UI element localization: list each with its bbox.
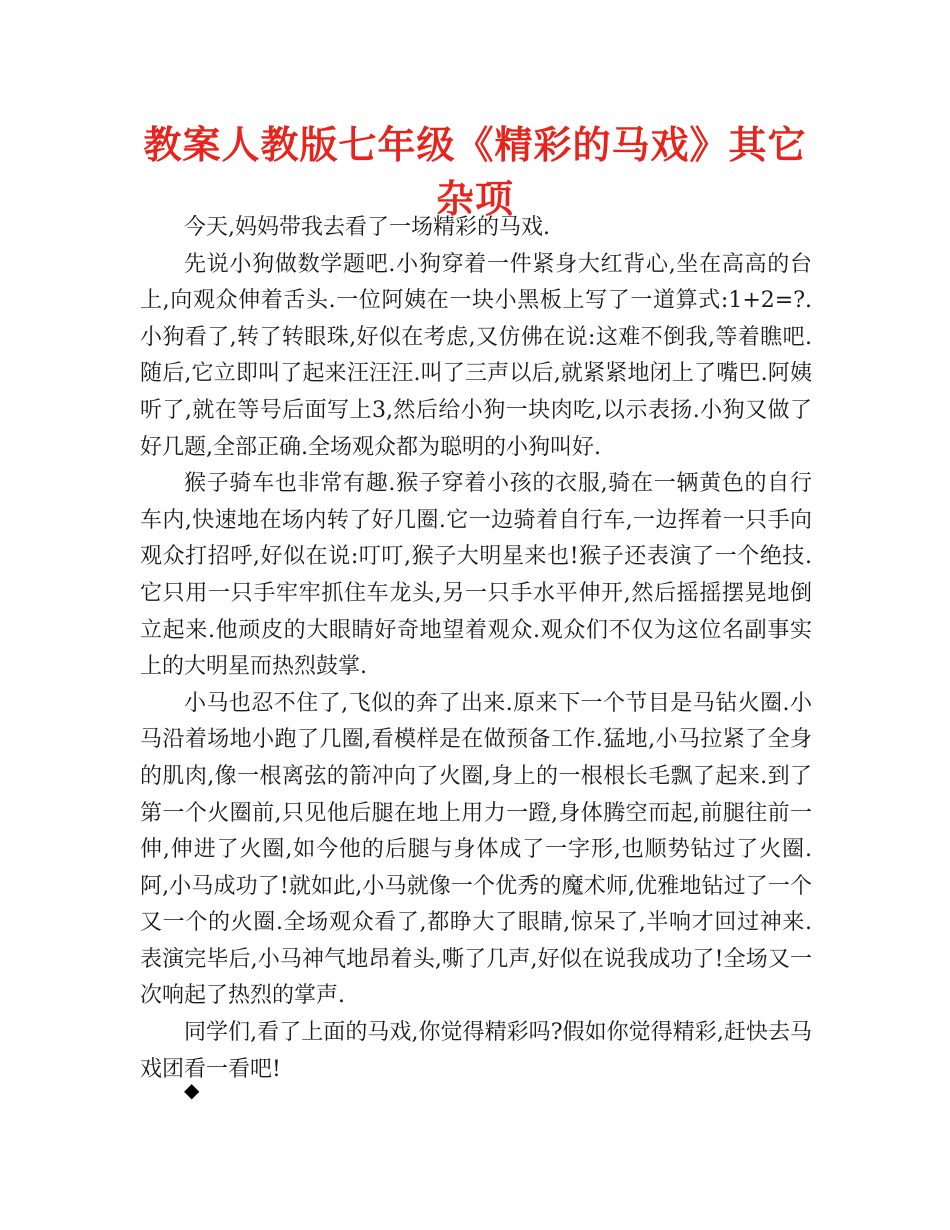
- paragraph-dog: 先说小狗做数学题吧.小狗穿着一件紧身大红背心,坐在高高的台上,向观众伸着舌头.一位阿姨在一块小黑板上写了一道算式:1+2=?.小狗看了,转了转眼珠,好似在考虑,又仿佛在说:这难不倒我,等着瞧吧.随后,它立即叫了起来汪汪汪.叫了三声以后,就紧紧地闭上了嘴巴.阿姨听了,就在等号后面写上3,然后给小狗一块肉吃,以示表扬.小狗又做了好几题,全部正确.全场观众都为聪明的小狗叫好.: [140, 251, 812, 460]
- paragraph-closing: 同学们,看了上面的马戏,你觉得精彩吗?假如你觉得精彩,赶快去马戏团看一看吧!: [140, 1020, 812, 1082]
- paragraph-intro: 今天,妈妈带我去看了一场精彩的马戏.: [184, 215, 550, 240]
- document-body: [140, 210, 812, 1088]
- paragraph-monkey: 猴子骑车也非常有趣.猴子穿着小孩的衣服,骑在一辆黄色的自行车内,快速地在场内转了好几圈.它一边骑着自行车,一边挥着一只手向观众打招呼,好似在说:叮叮,猴子大明星来也!猴子还表演了一个绝技.它只用一只手牢牢抓住车龙头,另一只手水平伸开,然后摇摇摆晃地倒立起来.他顽皮的大眼睛好奇地望着观众.观众们不仅为这位名副事实上的大明星而热烈鼓掌.: [140, 471, 812, 680]
- paragraph-horse: 小马也忍不住了,飞似的奔了出来.原来下一个节目是马钻火圈.小马沿着场地小跑了几圈,看模样是在做预备工作.猛地,小马拉紧了全身的肌肉,像一根离弦的箭冲向了火圈,身上的一根根长毛飘了起来.到了第一个火圈前,只见他后腿在地上用力一蹬,身体腾空而起,前腿往前一伸,伸进了火圈,如今他的后腿与身体成了一字形,也顺势钻过了火圈.阿,小马成功了!就如此,小马就像一个优秀的魔术师,优雅地钻过了一个又一个的火圈.全场观众看了,都睁大了眼睛,惊呆了,半响才回过神来.表演完毕后,小马神气地昂着头,嘶了几声,好似在说我成功了!全场又一次响起了热烈的掌声.: [140, 690, 812, 1009]
- diamond-bullet-icon: ◆: [184, 1078, 200, 1102]
- document-title: 教案人教版七年级《精彩的马戏》其它杂项: [143, 123, 807, 221]
